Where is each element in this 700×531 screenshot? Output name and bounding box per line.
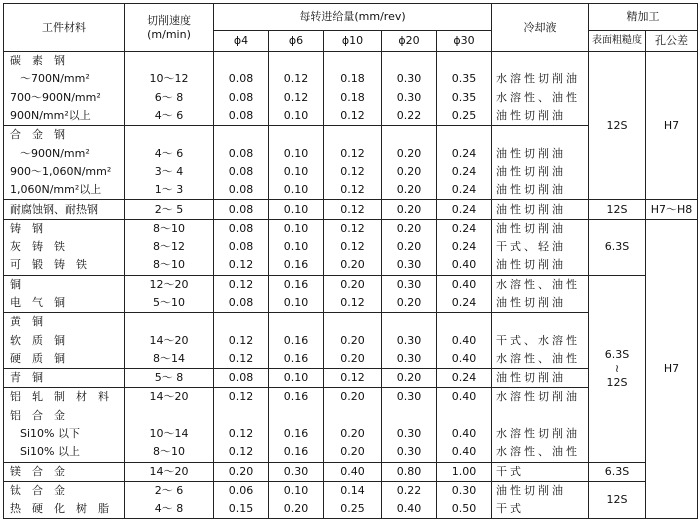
feed-cell: 0.16 bbox=[269, 443, 324, 462]
coolant-cell bbox=[492, 407, 589, 425]
speed-cell bbox=[125, 313, 214, 332]
finish-cell: 6.3S bbox=[589, 219, 646, 275]
coolant-cell: 油性切削油 bbox=[492, 219, 589, 238]
feed-cell: 0.12 bbox=[214, 443, 269, 462]
coolant-cell: 干式、轻油 bbox=[492, 238, 589, 256]
feed-cell: 0.25 bbox=[437, 107, 492, 126]
feed-cell: 0.12 bbox=[324, 163, 382, 181]
feed-cell: 0.24 bbox=[437, 163, 492, 181]
feed-cell: 0.20 bbox=[382, 181, 437, 200]
feed-cell: 0.30 bbox=[382, 443, 437, 462]
feed-cell bbox=[269, 52, 324, 71]
table-row bbox=[4, 462, 698, 481]
speed-cell: 5～10 bbox=[125, 294, 214, 313]
speed-cell: 8～12 bbox=[125, 238, 214, 256]
feed-cell: 0.40 bbox=[437, 331, 492, 349]
coolant-cell: 干式 bbox=[492, 462, 589, 481]
feed-cell: 0.35 bbox=[437, 70, 492, 88]
feed-cell: 0.20 bbox=[324, 425, 382, 443]
feed-cell bbox=[269, 407, 324, 425]
feed-cell: 0.20 bbox=[382, 219, 437, 238]
coolant-cell bbox=[492, 126, 589, 145]
material-cell: 700～900N/mm² bbox=[4, 89, 125, 107]
feed-cell: 0.12 bbox=[214, 425, 269, 443]
finish-cell: 12S bbox=[589, 481, 646, 519]
feed-cell: 0.20 bbox=[382, 163, 437, 181]
finish-cell: H7 bbox=[646, 52, 698, 200]
feed-cell bbox=[269, 126, 324, 145]
finish-cell: H7 bbox=[646, 219, 698, 519]
finish-cell: 12S bbox=[589, 200, 646, 219]
feed-cell: 0.16 bbox=[269, 256, 324, 275]
feed-cell: 0.50 bbox=[437, 500, 492, 519]
material-cell: 碳素钢 bbox=[4, 52, 125, 71]
feed-cell: 0.40 bbox=[382, 500, 437, 519]
feed-cell: 0.20 bbox=[382, 369, 437, 388]
feed-cell: 0.12 bbox=[214, 350, 269, 369]
feed-cell: 0.12 bbox=[214, 331, 269, 349]
material-cell: 硬质铜 bbox=[4, 350, 125, 369]
feed-cell: 0.18 bbox=[324, 89, 382, 107]
feed-cell: 0.10 bbox=[269, 369, 324, 388]
speed-cell bbox=[125, 126, 214, 145]
feed-cell: 0.20 bbox=[269, 500, 324, 519]
feed-cell: 0.24 bbox=[437, 144, 492, 162]
feed-cell: 0.24 bbox=[437, 369, 492, 388]
feed-cell: 0.40 bbox=[437, 256, 492, 275]
feed-cell: 0.25 bbox=[324, 500, 382, 519]
finish-roughness-cell bbox=[589, 275, 646, 462]
finish-cell: H7～H8 bbox=[646, 200, 698, 219]
feed-cell: 0.30 bbox=[269, 462, 324, 481]
feed-cell: 0.16 bbox=[269, 425, 324, 443]
feed-cell: 0.08 bbox=[214, 89, 269, 107]
speed-cell: 2～ 5 bbox=[125, 200, 214, 219]
feed-cell: 0.12 bbox=[324, 200, 382, 219]
feed-cell: 0.20 bbox=[382, 294, 437, 313]
speed-cell: 4～ 6 bbox=[125, 144, 214, 162]
feed-cell: 0.08 bbox=[214, 163, 269, 181]
feed-cell: 0.12 bbox=[214, 388, 269, 407]
speed-cell: 8～10 bbox=[125, 443, 214, 462]
material-cell: 软质铜 bbox=[4, 331, 125, 349]
feed-cell: 0.20 bbox=[214, 462, 269, 481]
material-cell: 钛合金 bbox=[4, 481, 125, 500]
feed-cell bbox=[437, 313, 492, 332]
feed-cell: 0.30 bbox=[382, 425, 437, 443]
table-row bbox=[4, 219, 698, 238]
feed-cell: 0.24 bbox=[437, 294, 492, 313]
material-cell: 电气铜 bbox=[4, 294, 125, 313]
feed-cell bbox=[382, 407, 437, 425]
feed-cell: 0.10 bbox=[269, 481, 324, 500]
feed-cell: 0.16 bbox=[269, 388, 324, 407]
speed-cell: 12～20 bbox=[125, 275, 214, 294]
roughness-value: 12S bbox=[606, 375, 628, 389]
material-cell: Si10% 以下 bbox=[4, 425, 125, 443]
feed-cell bbox=[324, 52, 382, 71]
feed-cell: 0.30 bbox=[382, 256, 437, 275]
speed-cell bbox=[125, 407, 214, 425]
feed-cell: 0.16 bbox=[269, 331, 324, 349]
feed-cell: 0.10 bbox=[269, 107, 324, 126]
material-cell: 铝轧制材料 bbox=[4, 388, 125, 407]
feed-cell: 0.16 bbox=[269, 275, 324, 294]
speed-cell: 14～20 bbox=[125, 388, 214, 407]
material-cell: 铜 bbox=[4, 275, 125, 294]
table-row bbox=[4, 275, 698, 294]
feed-cell: 0.08 bbox=[214, 238, 269, 256]
coolant-cell: 油性切削油 bbox=[492, 181, 589, 200]
feed-cell: 0.20 bbox=[382, 238, 437, 256]
speed-cell: 8～14 bbox=[125, 350, 214, 369]
feed-cell: 0.12 bbox=[324, 238, 382, 256]
speed-cell: 10～14 bbox=[125, 425, 214, 443]
feed-cell bbox=[382, 313, 437, 332]
header-diameter: ϕ20 bbox=[382, 31, 437, 52]
feed-cell bbox=[382, 52, 437, 71]
feed-cell bbox=[437, 126, 492, 145]
speed-cell: 5～ 8 bbox=[125, 369, 214, 388]
material-cell: 镁合金 bbox=[4, 462, 125, 481]
feed-cell: 0.40 bbox=[437, 443, 492, 462]
finish-cell: 6.3S bbox=[589, 462, 646, 481]
feed-cell bbox=[437, 407, 492, 425]
feed-cell: 0.22 bbox=[382, 107, 437, 126]
material-cell: ～700N/mm² bbox=[4, 70, 125, 88]
feed-cell bbox=[324, 407, 382, 425]
material-cell: 黄铜 bbox=[4, 313, 125, 332]
feed-cell bbox=[324, 313, 382, 332]
speed-cell: 6～ 8 bbox=[125, 89, 214, 107]
header-finish: 精加工 bbox=[589, 4, 698, 31]
roughness-value: 6.3S bbox=[604, 347, 630, 361]
feed-cell: 0.20 bbox=[382, 200, 437, 219]
feed-cell: 0.12 bbox=[269, 70, 324, 88]
feed-cell: 0.06 bbox=[214, 481, 269, 500]
coolant-cell: 油性切削油 bbox=[492, 107, 589, 126]
material-cell: 1,060N/mm²以上 bbox=[4, 181, 125, 200]
feed-cell: 0.12 bbox=[269, 89, 324, 107]
feed-cell: 0.22 bbox=[382, 481, 437, 500]
coolant-cell: 水溶性切削油 bbox=[492, 388, 589, 407]
header-diameter: ϕ10 bbox=[324, 31, 382, 52]
feed-cell: 0.40 bbox=[437, 425, 492, 443]
material-cell: 可锻铸铁 bbox=[4, 256, 125, 275]
feed-cell bbox=[437, 52, 492, 71]
speed-cell: 14～20 bbox=[125, 331, 214, 349]
speed-cell: 4～ 8 bbox=[125, 500, 214, 519]
coolant-cell: 油性切削油 bbox=[492, 369, 589, 388]
feed-cell: 0.16 bbox=[269, 350, 324, 369]
header-coolant: 冷却液 bbox=[492, 4, 589, 52]
feed-cell: 0.10 bbox=[269, 163, 324, 181]
feed-cell: 0.24 bbox=[437, 219, 492, 238]
speed-cell: 8～10 bbox=[125, 219, 214, 238]
material-cell: 900N/mm²以上 bbox=[4, 107, 125, 126]
feed-cell: 0.15 bbox=[214, 500, 269, 519]
feed-cell: 0.30 bbox=[382, 275, 437, 294]
feed-cell: 0.12 bbox=[324, 144, 382, 162]
speed-cell bbox=[125, 52, 214, 71]
coolant-cell: 干式、水溶性 bbox=[492, 331, 589, 349]
feed-cell: 0.80 bbox=[382, 462, 437, 481]
range-separator: ≀ bbox=[614, 361, 620, 375]
material-cell: 铝合金 bbox=[4, 407, 125, 425]
feed-cell: 0.12 bbox=[214, 256, 269, 275]
material-cell: 铸钢 bbox=[4, 219, 125, 238]
table-row bbox=[4, 481, 698, 500]
material-cell: 灰铸铁 bbox=[4, 238, 125, 256]
feed-cell: 0.08 bbox=[214, 181, 269, 200]
feed-cell: 0.18 bbox=[324, 70, 382, 88]
feed-cell: 0.14 bbox=[324, 481, 382, 500]
feed-cell: 0.35 bbox=[437, 89, 492, 107]
table-body bbox=[4, 52, 698, 519]
coolant-cell: 油性切削油 bbox=[492, 294, 589, 313]
table-row bbox=[4, 52, 698, 71]
feed-cell bbox=[382, 126, 437, 145]
feed-cell: 0.10 bbox=[269, 200, 324, 219]
feed-cell: 0.08 bbox=[214, 369, 269, 388]
feed-cell: 0.12 bbox=[324, 181, 382, 200]
feed-cell: 0.30 bbox=[382, 331, 437, 349]
feed-cell: 0.24 bbox=[437, 238, 492, 256]
finish-cell: 12S bbox=[589, 52, 646, 200]
feed-cell bbox=[214, 407, 269, 425]
feed-cell: 1.00 bbox=[437, 462, 492, 481]
feed-cell bbox=[214, 52, 269, 71]
feed-cell: 0.20 bbox=[324, 350, 382, 369]
feed-cell: 0.08 bbox=[214, 107, 269, 126]
speed-cell: 14～20 bbox=[125, 462, 214, 481]
coolant-cell bbox=[492, 52, 589, 71]
feed-cell: 0.12 bbox=[324, 369, 382, 388]
speed-cell: 8～10 bbox=[125, 256, 214, 275]
feed-cell: 0.12 bbox=[324, 107, 382, 126]
coolant-cell bbox=[492, 313, 589, 332]
feed-cell: 0.08 bbox=[214, 219, 269, 238]
coolant-cell: 水溶性、油性 bbox=[492, 350, 589, 369]
material-cell: 900～1,060N/mm² bbox=[4, 163, 125, 181]
feed-cell: 0.30 bbox=[382, 89, 437, 107]
material-cell: 热硬化树脂 bbox=[4, 500, 125, 519]
feed-cell: 0.12 bbox=[324, 294, 382, 313]
speed-cell: 2～ 6 bbox=[125, 481, 214, 500]
coolant-cell: 油性切削油 bbox=[492, 481, 589, 500]
feed-cell: 0.10 bbox=[269, 219, 324, 238]
feed-cell: 0.30 bbox=[437, 481, 492, 500]
header-diameter: ϕ30 bbox=[437, 31, 492, 52]
coolant-cell: 油性切削油 bbox=[492, 163, 589, 181]
feed-cell: 0.20 bbox=[324, 388, 382, 407]
feed-cell bbox=[214, 126, 269, 145]
coolant-cell: 油性切削油 bbox=[492, 144, 589, 162]
feed-cell: 0.24 bbox=[437, 200, 492, 219]
feed-cell: 0.08 bbox=[214, 144, 269, 162]
feed-cell: 0.12 bbox=[324, 219, 382, 238]
feed-cell: 0.40 bbox=[324, 462, 382, 481]
feed-cell: 0.20 bbox=[324, 256, 382, 275]
feed-cell bbox=[269, 313, 324, 332]
feed-cell: 0.40 bbox=[437, 350, 492, 369]
feed-cell: 0.12 bbox=[214, 275, 269, 294]
speed-cell: 10～12 bbox=[125, 70, 214, 88]
header-tolerance: 孔公差 bbox=[646, 31, 698, 52]
material-cell: 合金钢 bbox=[4, 126, 125, 145]
coolant-cell: 油性切削油 bbox=[492, 200, 589, 219]
header-roughness: 表面粗糙度 bbox=[589, 31, 646, 52]
coolant-cell: 水溶性切削油 bbox=[492, 425, 589, 443]
coolant-cell: 油性切削油 bbox=[492, 256, 589, 275]
feed-cell bbox=[214, 313, 269, 332]
feed-cell: 0.10 bbox=[269, 181, 324, 200]
feed-cell: 0.10 bbox=[269, 238, 324, 256]
feed-cell bbox=[324, 126, 382, 145]
feed-cell: 0.30 bbox=[382, 350, 437, 369]
coolant-cell: 水溶性、油性 bbox=[492, 275, 589, 294]
material-cell: Si10% 以上 bbox=[4, 443, 125, 462]
coolant-cell: 水溶性、油性 bbox=[492, 443, 589, 462]
feed-cell: 0.40 bbox=[437, 388, 492, 407]
material-cell: ～900N/mm² bbox=[4, 144, 125, 162]
coolant-cell: 水溶性、油性 bbox=[492, 89, 589, 107]
feed-cell: 0.24 bbox=[437, 181, 492, 200]
table-row bbox=[4, 200, 698, 219]
header-speed: 切削速度 (m/min) bbox=[125, 4, 214, 52]
feed-cell: 0.08 bbox=[214, 294, 269, 313]
feed-cell: 0.20 bbox=[324, 331, 382, 349]
header-material: 工件材料 bbox=[4, 4, 125, 52]
feed-cell: 0.08 bbox=[214, 70, 269, 88]
feed-cell: 0.10 bbox=[269, 294, 324, 313]
feed-cell: 0.40 bbox=[437, 275, 492, 294]
header-diameter: ϕ6 bbox=[269, 31, 324, 52]
feed-cell: 0.08 bbox=[214, 200, 269, 219]
header-feed: 每转进给量(mm/rev) bbox=[214, 4, 492, 31]
material-cell: 青铜 bbox=[4, 369, 125, 388]
feed-cell: 0.20 bbox=[324, 443, 382, 462]
material-cell: 耐腐蚀钢、耐热钢 bbox=[4, 200, 125, 219]
feed-cell: 0.20 bbox=[382, 144, 437, 162]
coolant-cell: 干式 bbox=[492, 500, 589, 519]
speed-cell: 3～ 4 bbox=[125, 163, 214, 181]
feed-cell: 0.20 bbox=[324, 275, 382, 294]
header-diameter: ϕ4 bbox=[214, 31, 269, 52]
feed-cell: 0.30 bbox=[382, 388, 437, 407]
speed-cell: 1～ 3 bbox=[125, 181, 214, 200]
speed-cell: 4～ 6 bbox=[125, 107, 214, 126]
coolant-cell: 水溶性切削油 bbox=[492, 70, 589, 88]
feed-cell: 0.10 bbox=[269, 144, 324, 162]
drilling-conditions-table bbox=[3, 3, 698, 519]
feed-cell: 0.30 bbox=[382, 70, 437, 88]
